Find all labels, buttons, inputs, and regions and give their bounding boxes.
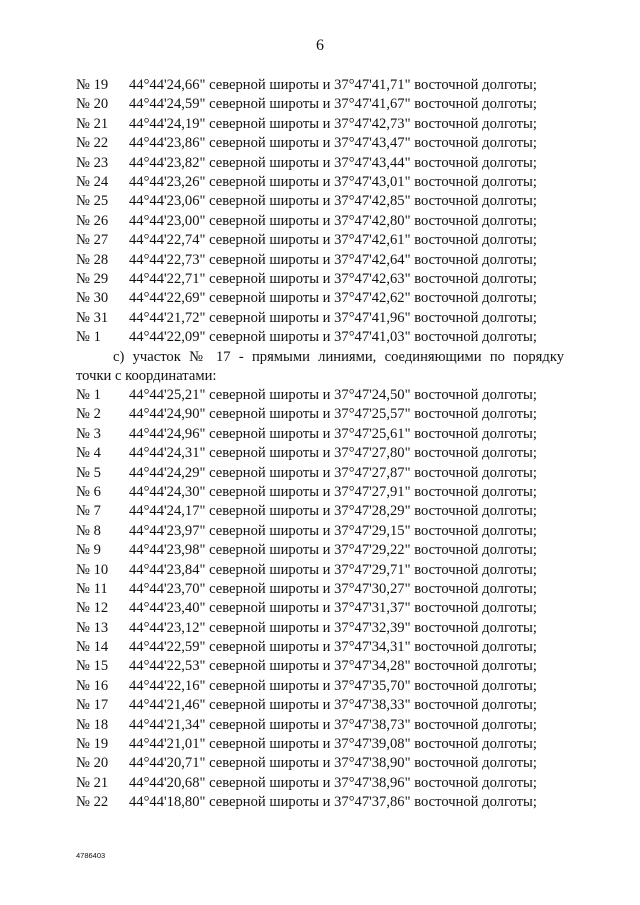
point-number: № 1 <box>76 387 101 403</box>
point-number: № 7 <box>76 503 101 520</box>
point-number: № 1 <box>76 329 101 346</box>
coordinate-row <box>76 619 576 638</box>
point-number: № 4 <box>76 445 101 462</box>
point-number: № 29 <box>76 270 109 287</box>
coordinate-row <box>76 638 576 657</box>
point-number: № 15 <box>76 658 109 675</box>
point-coordinates: 44°44'21,72" северной широты и 37°47'41,96" восточной долготы; <box>129 309 537 326</box>
coordinate-row <box>76 522 576 541</box>
point-coordinates: 44°44'22,53" северной широты и 37°47'34,28" восточной долготы; <box>129 658 537 675</box>
point-number: № 14 <box>76 639 109 656</box>
point-coordinates: 44°44'23,26" северной широты и 37°47'43,01" восточной долготы; <box>129 173 537 190</box>
point-number: № 21 <box>76 774 109 791</box>
coordinate-row <box>76 173 576 192</box>
point-coordinates: 44°44'24,59" северной широты и 37°47'41,67" восточной долготы; <box>129 96 537 113</box>
section-c-line-1: с) участок № 17 - прямыми линиями, соединяющими по порядку <box>113 349 564 365</box>
document-id: 4786403 <box>76 851 106 860</box>
point-coordinates: 44°44'22,69" северной широты и 37°47'42,62" восточной долготы; <box>129 290 537 307</box>
coordinate-row <box>76 580 576 599</box>
point-number: № 2 <box>76 406 101 423</box>
point-number: № 5 <box>76 464 101 481</box>
point-coordinates: 44°44'24,66" северной широты и 37°47'41,71" восточной долготы; <box>129 77 537 93</box>
section-c-heading <box>76 348 564 387</box>
point-number: № 23 <box>76 154 109 171</box>
point-coordinates: 44°44'24,96" северной широты и 37°47'25,61" восточной долготы; <box>129 425 537 442</box>
page-number: 6 <box>316 37 324 54</box>
coordinate-row <box>76 425 576 444</box>
point-number: № 22 <box>76 794 109 811</box>
point-number: № 27 <box>76 232 109 249</box>
point-number: № 19 <box>76 736 109 753</box>
coordinate-row <box>76 696 576 715</box>
coordinate-row <box>76 774 576 793</box>
point-number: № 3 <box>76 425 101 442</box>
coordinate-row <box>76 192 576 211</box>
coordinate-row <box>76 405 576 424</box>
point-coordinates: 44°44'24,29" северной широты и 37°47'27,87" восточной долготы; <box>129 464 537 481</box>
point-coordinates: 44°44'24,31" северной широты и 37°47'27,80" восточной долготы; <box>129 445 537 462</box>
point-number: № 20 <box>76 96 109 113</box>
point-coordinates: 44°44'22,09" северной широты и 37°47'41,03" восточной долготы; <box>129 329 537 346</box>
point-number: № 28 <box>76 251 109 268</box>
point-number: № 8 <box>76 522 101 539</box>
coordinate-row <box>76 270 576 289</box>
coordinate-row <box>76 599 576 618</box>
coordinate-row <box>76 483 576 502</box>
point-coordinates: 44°44'25,21" северной широты и 37°47'24,50" восточной долготы; <box>129 387 537 403</box>
coordinate-row <box>76 95 576 114</box>
point-number: № 9 <box>76 542 101 559</box>
coordinate-row <box>76 134 576 153</box>
section-c-line-2: точки с координатами: <box>76 368 217 385</box>
coordinate-row <box>76 502 576 521</box>
point-coordinates: 44°44'21,01" северной широты и 37°47'39,08" восточной долготы; <box>129 736 537 753</box>
point-coordinates: 44°44'23,00" северной широты и 37°47'42,80" восточной долготы; <box>129 212 537 229</box>
point-coordinates: 44°44'22,59" северной широты и 37°47'34,31" восточной долготы; <box>129 639 537 656</box>
coordinate-row <box>76 76 576 95</box>
coordinate-row <box>76 754 576 773</box>
point-number: № 18 <box>76 716 109 733</box>
point-coordinates: 44°44'24,19" северной широты и 37°47'42,73" восточной долготы; <box>129 115 537 132</box>
point-coordinates: 44°44'21,34" северной широты и 37°47'38,73" восточной долготы; <box>129 716 537 733</box>
coordinate-row <box>76 212 576 231</box>
point-number: № 31 <box>76 309 109 326</box>
coordinate-row <box>76 541 576 560</box>
coordinate-row <box>76 716 576 735</box>
coordinate-row <box>76 657 576 676</box>
point-coordinates: 44°44'23,06" северной широты и 37°47'42,85" восточной долготы; <box>129 193 537 210</box>
point-coordinates: 44°44'22,73" северной широты и 37°47'42,64" восточной долготы; <box>129 251 537 268</box>
point-number: № 20 <box>76 755 109 772</box>
point-coordinates: 44°44'23,98" северной широты и 37°47'29,22" восточной долготы; <box>129 542 537 559</box>
point-coordinates: 44°44'24,90" северной широты и 37°47'25,57" восточной долготы; <box>129 406 537 423</box>
coordinate-row <box>76 251 576 270</box>
point-number: № 19 <box>76 77 109 93</box>
point-coordinates: 44°44'22,16" северной широты и 37°47'35,70" восточной долготы; <box>129 677 537 694</box>
point-number: № 24 <box>76 173 109 190</box>
coordinate-row <box>76 677 576 696</box>
point-coordinates: 44°44'22,74" северной широты и 37°47'42,61" восточной долготы; <box>129 232 537 249</box>
coordinate-row <box>76 793 576 812</box>
point-number: № 26 <box>76 212 109 229</box>
coordinate-row <box>76 309 576 328</box>
coordinate-row <box>76 115 576 134</box>
point-coordinates: 44°44'22,71" северной широты и 37°47'42,63" восточной долготы; <box>129 270 537 287</box>
point-coordinates: 44°44'23,97" северной широты и 37°47'29,15" восточной долготы; <box>129 522 537 539</box>
point-number: № 11 <box>76 580 108 597</box>
coordinate-row <box>76 561 576 580</box>
coordinate-row <box>76 444 576 463</box>
point-number: № 6 <box>76 483 101 500</box>
coordinate-row <box>76 289 576 308</box>
coordinate-row <box>76 735 576 754</box>
point-coordinates: 44°44'18,80" северной широты и 37°47'37,86" восточной долготы; <box>129 794 537 811</box>
point-coordinates: 44°44'21,46" северной широты и 37°47'38,33" восточной долготы; <box>129 697 537 714</box>
point-coordinates: 44°44'23,82" северной широты и 37°47'43,44" восточной долготы; <box>129 154 537 171</box>
point-number: № 22 <box>76 135 109 152</box>
point-coordinates: 44°44'23,86" северной широты и 37°47'43,47" восточной долготы; <box>129 135 537 152</box>
point-number: № 21 <box>76 115 109 132</box>
point-coordinates: 44°44'20,71" северной широты и 37°47'38,90" восточной долготы; <box>129 755 537 772</box>
point-coordinates: 44°44'23,40" северной широты и 37°47'31,37" восточной долготы; <box>129 600 537 617</box>
point-number: № 17 <box>76 697 109 714</box>
point-number: № 30 <box>76 290 109 307</box>
coordinate-list-continued <box>76 76 576 347</box>
point-number: № 16 <box>76 677 109 694</box>
point-number: № 10 <box>76 561 109 578</box>
point-coordinates: 44°44'24,30" северной широты и 37°47'27,91" восточной долготы; <box>129 483 537 500</box>
coordinate-row <box>76 154 576 173</box>
point-number: № 25 <box>76 193 109 210</box>
point-coordinates: 44°44'23,84" северной широты и 37°47'29,71" восточной долготы; <box>129 561 537 578</box>
point-coordinates: 44°44'23,70" северной широты и 37°47'30,27" восточной долготы; <box>129 580 537 597</box>
coordinate-row <box>76 464 576 483</box>
point-number: № 13 <box>76 619 109 636</box>
coordinate-row <box>76 231 576 250</box>
point-coordinates: 44°44'24,17" северной широты и 37°47'28,29" восточной долготы; <box>129 503 537 520</box>
point-coordinates: 44°44'23,12" северной широты и 37°47'32,39" восточной долготы; <box>129 619 537 636</box>
point-coordinates: 44°44'20,68" северной широты и 37°47'38,96" восточной долготы; <box>129 774 537 791</box>
point-number: № 12 <box>76 600 109 617</box>
coordinate-row <box>76 328 576 347</box>
coordinate-list-plot-17 <box>76 386 576 813</box>
coordinate-row <box>76 386 576 405</box>
